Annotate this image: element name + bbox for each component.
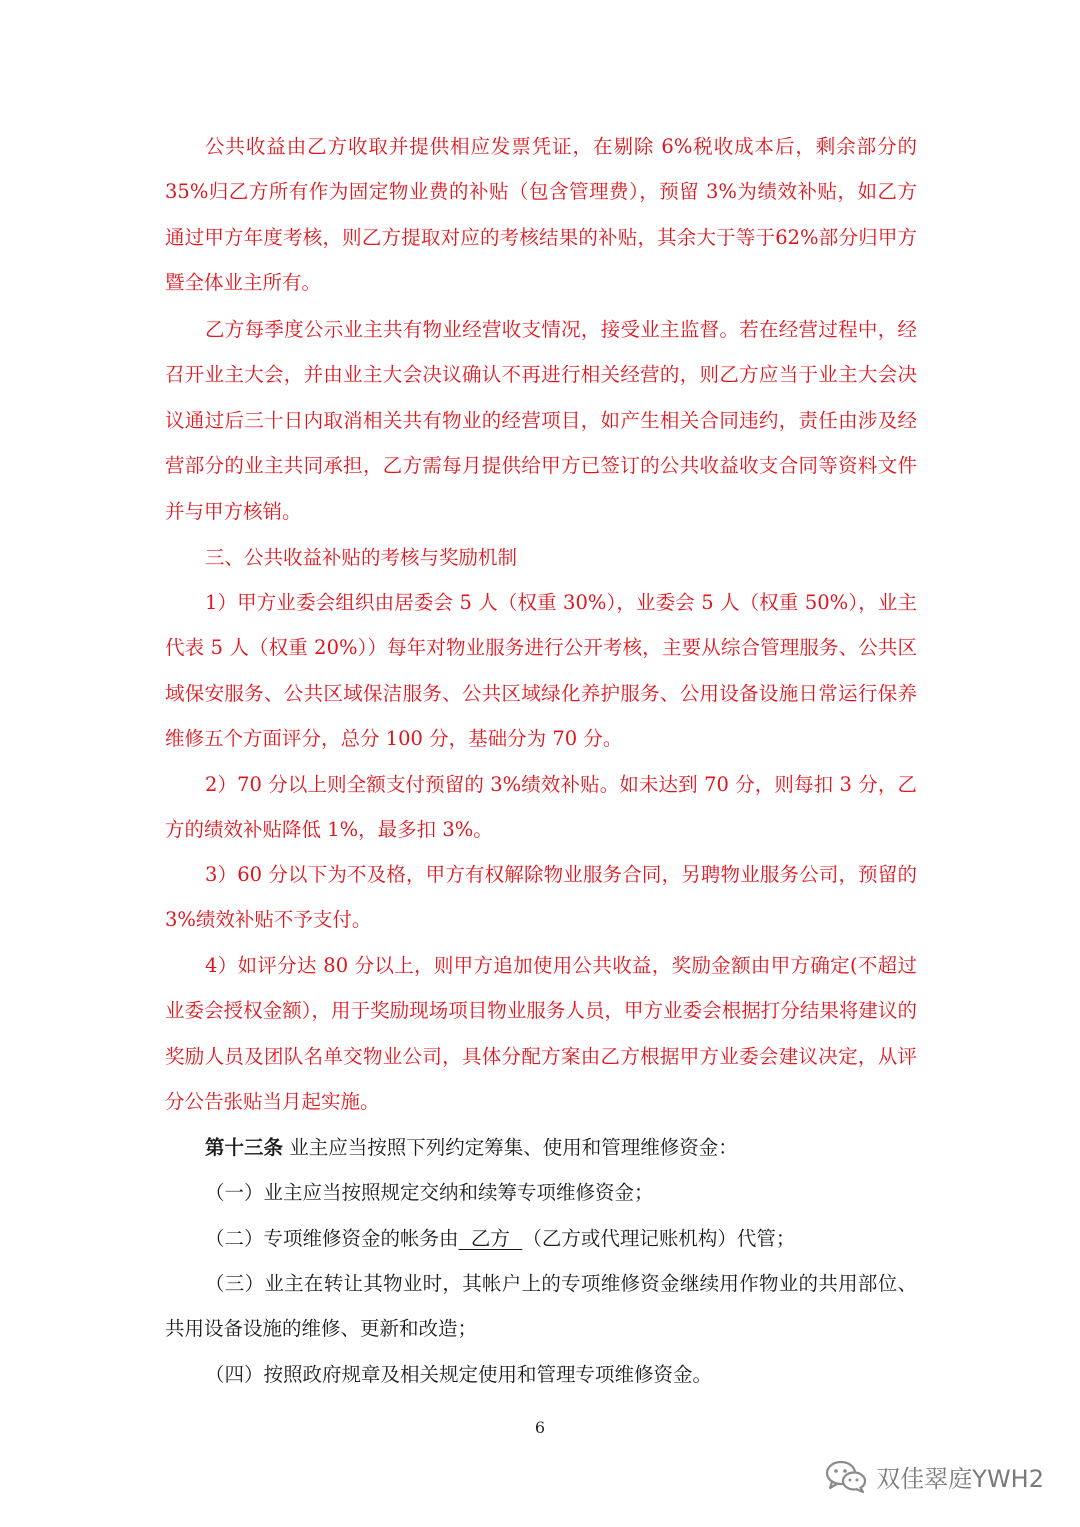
- paragraph-assessment-4: 4）如评分达 80 分以上，则甲方追加使用公共收益，奖励金额由甲方确定(不超过业委会授权金额），用于奖励现场项目物业服务人员，甲方业委会根据打分结果将建议的奖励人员及团队名单交物业公司，具体分配方案由乙方根据甲方业委会建议决定，从评分公告张贴当月起实施。: [165, 954, 917, 1114]
- item-2-blank: 乙方: [458, 1227, 523, 1250]
- paragraph-public-revenue: 公共收益由乙方收取并提供相应发票凭证，在剔除 6%税收成本后，剩余部分的 35%归乙方所有作为固定物业费的补贴（包含管理费），预留 3%为绩效补贴，如乙方通过甲方年度考核，则乙方提取对应的考核结果的补贴，其余大于等于62%部分归甲方暨全体业主所有。: [165, 135, 917, 295]
- article-13-item-1: （一）业主应当按照规定交纳和续筹专项维修资金；: [205, 1181, 654, 1204]
- paragraph-assessment-3: 3）60 分以下为不及格，甲方有权解除物业服务合同，另聘物业服务公司，预留的 3%绩效补贴不予支付。: [165, 863, 917, 932]
- watermark-text: 双佳翠庭YWH2: [876, 1464, 1044, 1493]
- article-13: [165, 1125, 917, 1170]
- paragraph-assessment-1: 1）甲方业委会组织由居委会 5 人（权重 30%），业委会 5 人（权重 50%），业主代表 5 人（权重 20%））每年对物业服务进行公开考核，主要从综合管理服务、公共区域保安服务、公共区域保洁服务、公共区域绿化养护服务、公用设备设施日常运行保养维修五个方面评分，总分 100 分，基础分为 70 分。: [165, 591, 917, 751]
- paragraph-quarterly-disclosure: 乙方每季度公示业主共有物业经营收支情况，接受业主监督。若在经营过程中，经召开业主大会，并由业主大会决议确认不再进行相关经营的，则乙方应当于业主大会决议通过后三十日内取消相关共有物业的经营项目，如产生相关合同违约，责任由涉及经营部分的业主共同承担，乙方需每月提供给甲方已签订的公共收益收支合同等资料文件并与甲方核销。: [165, 318, 917, 523]
- item-2-prefix: （二）专项维修资金的帐务由: [205, 1227, 459, 1250]
- watermark: [824, 1458, 1044, 1494]
- section-heading-assessment: 三、公共收益补贴的考核与奖励机制: [205, 546, 518, 569]
- article-13-item-3: （三）业主在转让其物业时，其帐户上的专项维修资金继续用作物业的共用部位、共用设备设施的维修、更新和改造；: [165, 1272, 917, 1341]
- item-2-suffix: （乙方或代理记账机构）代管；: [522, 1227, 796, 1250]
- article-13-item-2: [165, 1216, 917, 1261]
- paragraph-assessment-2: 2）70 分以上则全额支付预留的 3%绩效补贴。如未达到 70 分，则每扣 3 分，乙方的绩效补贴降低 1%，最多扣 3%。: [165, 773, 917, 842]
- wechat-icon: [824, 1458, 868, 1494]
- article-13-heading: 第十三条: [205, 1136, 284, 1159]
- article-13-item-4: （四）按照政府规章及相关规定使用和管理专项维修资金。: [205, 1363, 713, 1386]
- article-13-text: 业主应当按照下列约定筹集、使用和管理维修资金：: [289, 1136, 738, 1159]
- page-number: 6: [534, 1418, 546, 1437]
